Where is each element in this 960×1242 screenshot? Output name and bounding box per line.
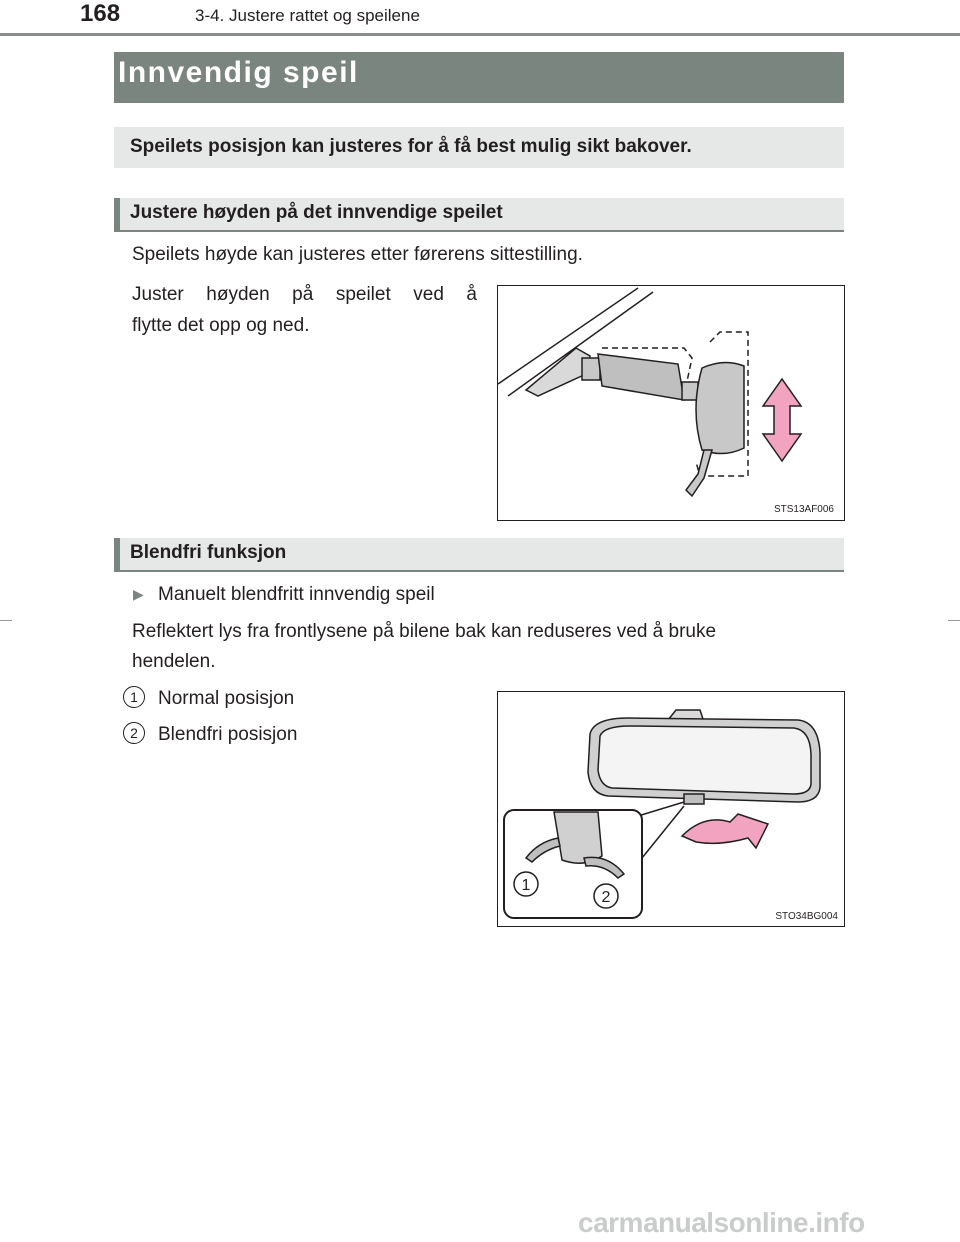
intro-text: Speilets posisjon kan justeres for å få best mulig sikt bakover. [130,136,692,157]
section-heading-height [114,198,844,232]
page-number: 168 [80,0,121,27]
item-number-1: 1 [123,686,145,708]
item-text-2: Blendfri posisjon [158,724,298,745]
crop-mark [948,620,960,621]
paragraph-height-2-line-2: flytte det opp og ned. [132,315,310,336]
header-rule [0,33,960,36]
bullet-text: Manuelt blendfritt innvendig speil [158,584,435,605]
mirror-antiglare-illustration [498,692,844,926]
section-heading-label: Justere høyden på det innvendige speilet [130,202,503,223]
crop-mark [0,620,12,621]
paragraph-height-2-line-1: Juster høyden på speilet ved å [132,284,477,305]
paragraph-height-1: Speilets høyde kan justeres etter førerens sittestilling. [132,244,583,265]
figure-label-2: 2 [601,889,611,906]
watermark: carmanualsonline.info [578,1207,865,1238]
item-number-2: 2 [123,722,145,744]
section-heading-antiglare [114,538,844,572]
figure-mirror-antiglare [497,691,845,927]
bullet-arrow-icon: ▶ [133,586,144,602]
paragraph-antiglare-line-1: Reflektert lys fra frontlysene på bilene bak kan reduseres ved å bruke [132,621,717,642]
item-text-1: Normal posisjon [158,688,295,709]
section-marker [114,538,120,570]
figure-code: STO34BG004 [775,911,838,922]
figure-mirror-height [497,285,845,521]
breadcrumb: 3-4. Justere rattet og speilene [195,6,420,25]
section-heading-label: Blendfri funksjon [130,542,287,563]
figure-code: STS13AF006 [773,504,834,515]
page-title: Innvendig speil [118,56,359,89]
section-marker [114,198,120,230]
mirror-height-illustration [498,286,844,520]
figure-label-1: 1 [521,877,531,894]
paragraph-antiglare-line-2: hendelen. [132,651,216,672]
